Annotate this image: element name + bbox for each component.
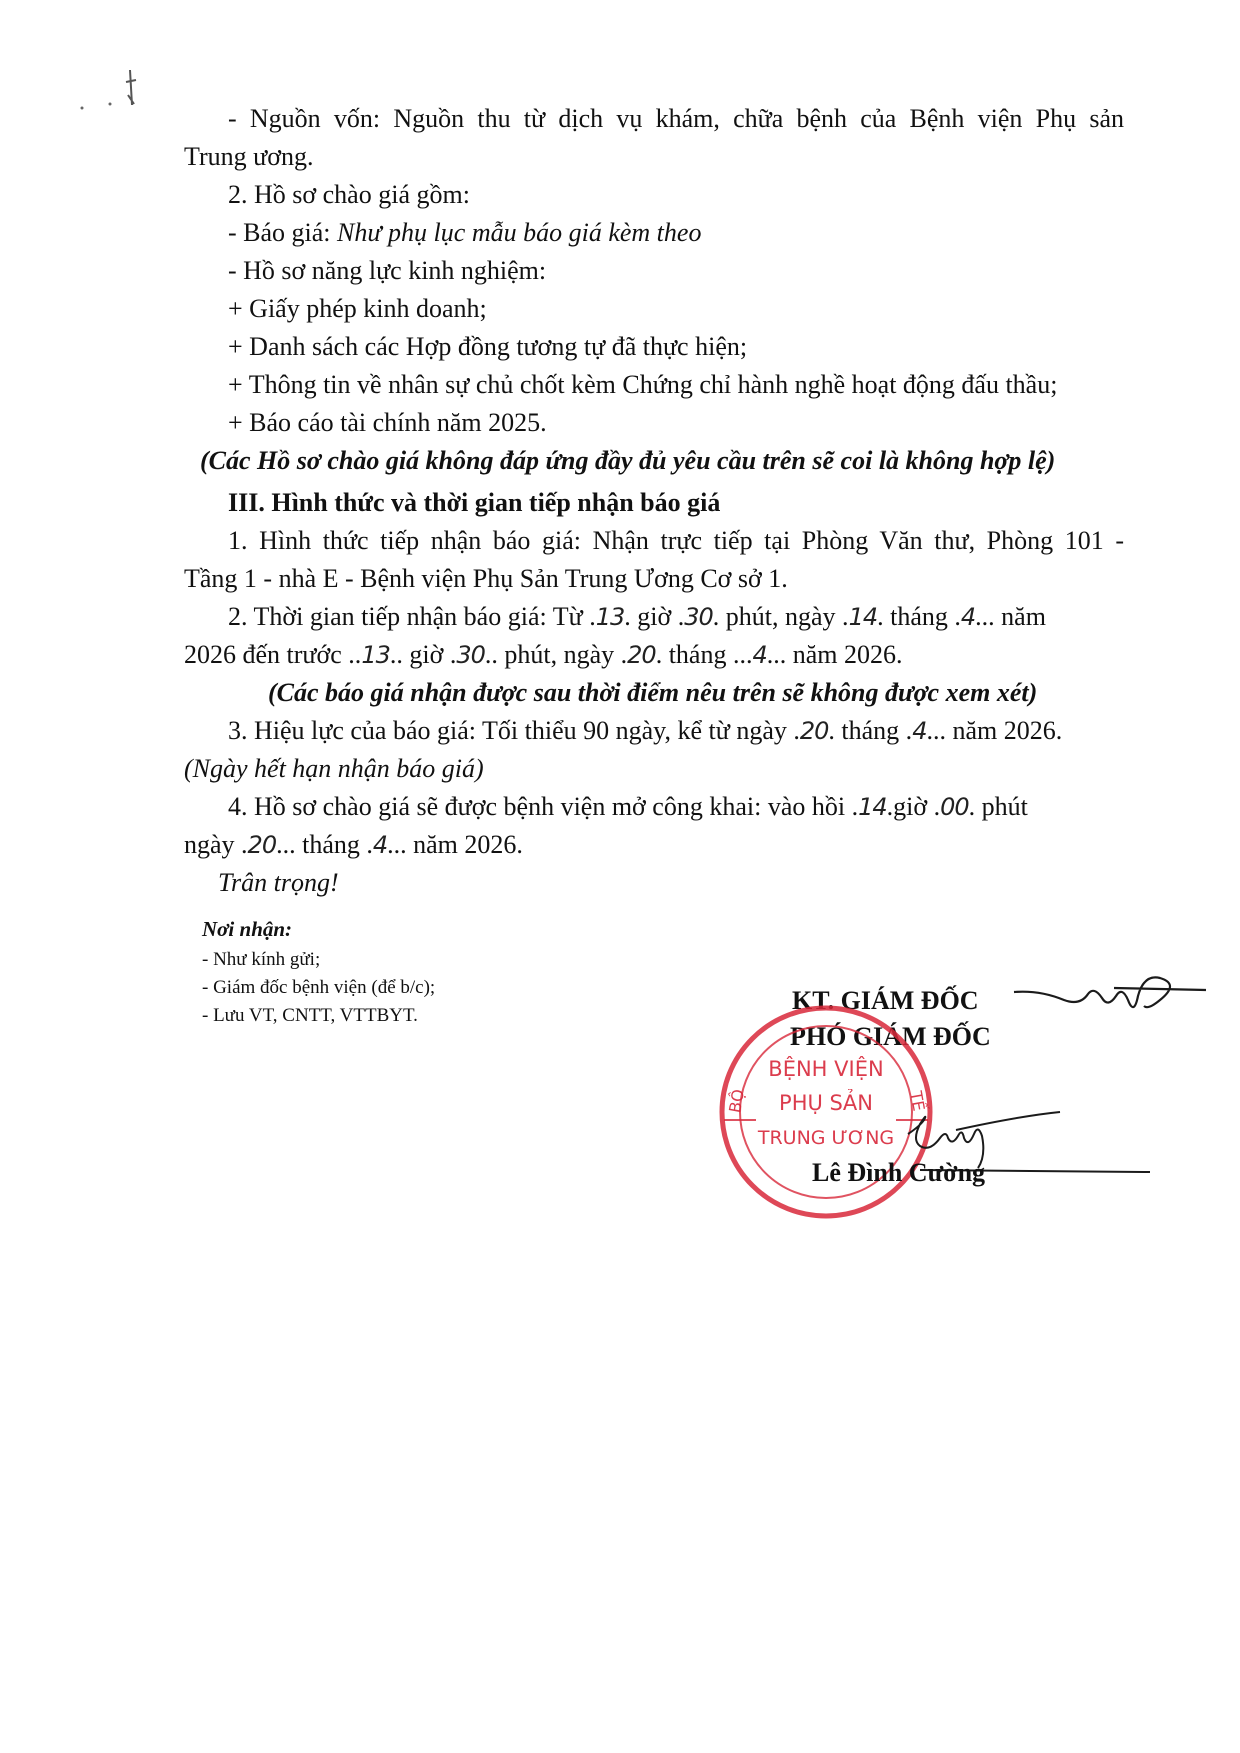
handwritten-day: 20 — [799, 717, 829, 745]
handwritten-hour: 14 — [858, 793, 887, 821]
handwritten-month: 4 — [372, 831, 388, 859]
text-segment: ngày . — [184, 830, 248, 859]
opening-line-2 — [184, 828, 523, 862]
stamp-text-left: BỘ — [725, 1087, 748, 1115]
recipient-item: - Lưu VT, CNTT, VTTBYT. — [202, 1005, 418, 1026]
capability-item: - Hồ sơ năng lực kinh nghiệm: — [228, 256, 547, 285]
opening-line-1 — [228, 790, 1124, 824]
stamp-text-right: TẾ — [906, 1089, 929, 1113]
text-segment: .. giờ . — [389, 640, 457, 669]
handwritten-minute: 00 — [940, 793, 969, 821]
receive-method-line-2: Tầng 1 - nhà E - Bệnh viện Phụ Sản Trung Ương Cơ sở 1. — [184, 564, 788, 593]
handwritten-day: 20 — [627, 641, 656, 669]
handwritten-day: 14 — [848, 603, 878, 631]
text-segment: . phút — [968, 792, 1028, 821]
receive-time-line-2 — [184, 638, 903, 672]
financial-report-item: + Báo cáo tài chính năm 2025. — [228, 408, 547, 437]
validity-line — [228, 714, 1062, 748]
funding-source-line-1: - Nguồn vốn: Nguồn thu từ dịch vụ khám, chữa bệnh của Bệnh viện Phụ sản — [228, 104, 1124, 133]
receive-time-line-1 — [228, 600, 1124, 634]
business-license-item: + Giấy phép kinh doanh; — [228, 294, 487, 323]
closing-regards: Trân trọng! — [218, 868, 339, 897]
text-segment: ... năm 2026. — [766, 640, 903, 669]
text-segment: . tháng . — [877, 602, 961, 631]
text-segment: . tháng ... — [655, 640, 753, 669]
stamp-text-line-2: PHỤ SẢN — [779, 1091, 873, 1115]
receive-method-line-1: 1. Hình thức tiếp nhận báo giá: Nhận trực tiếp tại Phòng Văn thư, Phòng 101 - — [228, 526, 1124, 555]
funding-source-line-2: Trung ương. — [184, 142, 314, 171]
personnel-item: + Thông tin về nhân sự chủ chốt kèm Chứng chỉ hành nghề hoạt động đấu thầu; — [228, 370, 1058, 399]
quotation-value: Như phụ lục mẫu báo giá kèm theo — [337, 218, 702, 247]
quotation-item — [228, 216, 701, 250]
quotation-docs-heading: 2. Hồ sơ chào giá gồm: — [228, 180, 470, 209]
text-segment: 3. Hiệu lực của báo giá: Tối thiểu 90 ngày, kể từ ngày . — [228, 716, 800, 745]
recipient-item: - Giám đốc bệnh viện (để b/c); — [202, 977, 436, 998]
stamp-text-line-3: TRUNG ƯƠNG — [757, 1127, 895, 1149]
text-segment: .. phút, ngày . — [484, 640, 628, 669]
stamp-text-line-1: BỆNH VIỆN — [768, 1057, 884, 1081]
text-segment: . phút, ngày . — [712, 602, 849, 631]
text-segment: .giờ . — [886, 792, 941, 821]
handwritten-hour: 13 — [361, 641, 390, 669]
quotation-label: - Báo giá: — [228, 218, 338, 247]
text-segment: ... năm 2026. — [387, 830, 523, 859]
text-segment: 2. Thời gian tiếp nhận báo giá: Từ . — [228, 602, 596, 631]
signer-name: Lê Đình Cường — [812, 1158, 986, 1187]
text-segment: 4. Hồ sơ chào giá sẽ được bệnh viện mở công khai: vào hồi . — [228, 792, 859, 821]
handwritten-minute: 30 — [684, 603, 713, 631]
section-3-heading: III. Hình thức và thời gian tiếp nhận báo giá — [228, 488, 721, 517]
recipients-title: Nơi nhận: — [202, 917, 293, 941]
text-segment: 2026 đến trước .. — [184, 640, 362, 669]
text-segment: ... năm — [975, 602, 1046, 631]
signer-title-2: PHÓ GIÁM ĐỐC — [790, 1022, 991, 1051]
text-segment: . giờ . — [624, 602, 685, 631]
handwritten-day: 20 — [247, 831, 277, 859]
handwritten-minute: 30 — [456, 641, 485, 669]
signature-initial-mark — [1010, 966, 1210, 1026]
text-segment: . tháng . — [828, 716, 913, 745]
invalid-note: (Các Hồ sơ chào giá không đáp ứng đầy đủ yêu cầu trên sẽ coi là không hợp lệ) — [200, 446, 1056, 475]
handwritten-month: 4 — [960, 603, 976, 631]
recipient-item: - Như kính gửi; — [202, 949, 321, 970]
scan-marks — [60, 60, 150, 160]
handwritten-month: 4 — [752, 641, 767, 669]
late-note: (Các báo giá nhận được sau thời điểm nêu trên sẽ không được xem xét) — [268, 678, 1038, 707]
text-segment: ... tháng . — [276, 830, 373, 859]
handwritten-month: 4 — [912, 717, 927, 745]
expiry-note: (Ngày hết hạn nhận báo giá) — [184, 754, 484, 783]
text-segment: ... năm 2026. — [926, 716, 1063, 745]
handwritten-hour: 13 — [595, 603, 625, 631]
signer-title-1: KT. GIÁM ĐỐC — [792, 986, 979, 1015]
contract-list-item: + Danh sách các Hợp đồng tương tự đã thực hiện; — [228, 332, 748, 361]
